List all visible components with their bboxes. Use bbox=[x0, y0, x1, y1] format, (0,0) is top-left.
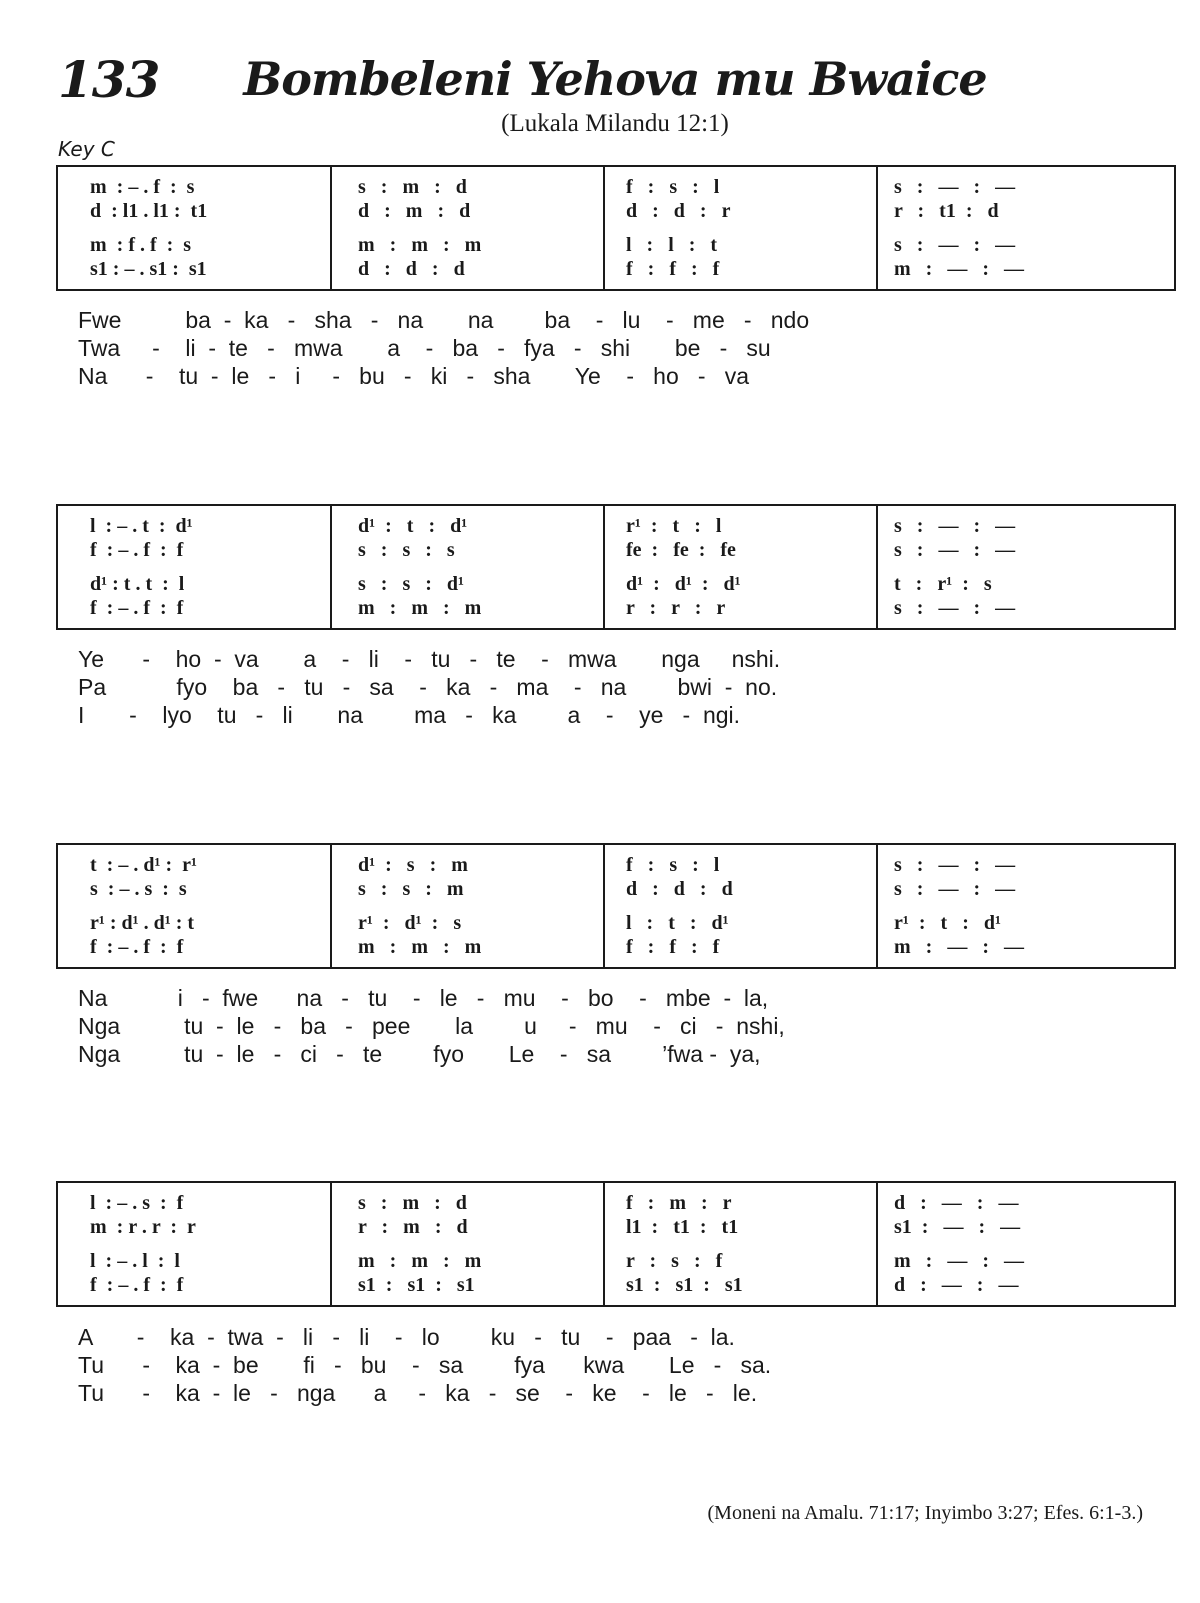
solfa-line: d : m : d bbox=[358, 200, 471, 222]
solfa-line: l : – . t : d¹ bbox=[90, 515, 193, 537]
solfa-line: m : — : — bbox=[894, 936, 1024, 958]
barline bbox=[876, 167, 878, 289]
barline bbox=[876, 506, 878, 628]
solfa-line: d : — : — bbox=[894, 1274, 1019, 1296]
lyric-line: A - ka - twa - li - li - lo ku - tu - paa - la. bbox=[78, 1324, 735, 1350]
lyric-line: I - lyo tu - li na ma - ka a - ye - ngi. bbox=[78, 702, 741, 728]
solfa-line: r¹ : t : l bbox=[626, 515, 722, 537]
barline bbox=[330, 167, 332, 289]
lyric-line: Nga tu - le - ba - pee la u - mu - ci - nshi, bbox=[78, 1013, 785, 1039]
solfa-line: l : t : d¹ bbox=[626, 912, 729, 934]
solfa-line: m : m : m bbox=[358, 597, 482, 619]
footer-references: (Moneni na Amalu. 71:17; Inyimbo 3:27; Efes. 6:1-3.) bbox=[707, 1502, 1143, 1524]
lyric-line: Nga tu - le - ci - te fyo Le - sa ’fwa - ya, bbox=[78, 1041, 761, 1067]
solfa-line: s : — : — bbox=[894, 539, 1016, 561]
solfa-line: f : m : r bbox=[626, 1192, 732, 1214]
solfa-line: s : — : — bbox=[894, 854, 1016, 876]
solfa-line: s : — : — bbox=[894, 515, 1016, 537]
solfa-line: s1 : s1 : s1 bbox=[626, 1274, 743, 1296]
music-system bbox=[56, 504, 1176, 630]
lyric-line: Twa - li - te - mwa a - ba - fya - shi be - su bbox=[78, 335, 771, 361]
barline bbox=[603, 845, 605, 967]
solfa-line: m : — : — bbox=[894, 1250, 1024, 1272]
lyric-line: Tu - ka - le - nga a - ka - se - ke - le - le. bbox=[78, 1380, 758, 1406]
lyric-line: Tu - ka - be fi - bu - sa fya kwa Le - sa. bbox=[78, 1352, 772, 1378]
solfa-line: s : — : — bbox=[894, 597, 1016, 619]
solfa-line: l : – . l : l bbox=[90, 1250, 180, 1272]
solfa-line: f : s : l bbox=[626, 176, 720, 198]
solfa-line: s : s : m bbox=[358, 878, 464, 900]
solfa-line: l : – . s : f bbox=[90, 1192, 184, 1214]
solfa-line: s : s : d¹ bbox=[358, 573, 465, 595]
barline bbox=[603, 506, 605, 628]
lyric-line: Na i - fwe na - tu - le - mu - bo - mbe - la, bbox=[78, 985, 769, 1011]
barline bbox=[330, 845, 332, 967]
solfa-line: s : — : — bbox=[894, 176, 1016, 198]
solfa-line: s : — : — bbox=[894, 878, 1016, 900]
solfa-line: r : s : f bbox=[626, 1250, 723, 1272]
solfa-line: s : m : d bbox=[358, 1192, 467, 1214]
solfa-line: s1 : – . s1 : s1 bbox=[90, 258, 207, 280]
solfa-line: r : r : r bbox=[626, 597, 726, 619]
barline bbox=[603, 1183, 605, 1305]
solfa-line: t : – . d¹ : r¹ bbox=[90, 854, 197, 876]
solfa-line: r¹ : t : d¹ bbox=[894, 912, 1001, 934]
solfa-line: m : m : m bbox=[358, 1250, 482, 1272]
solfa-line: m : m : m bbox=[358, 936, 482, 958]
solfa-line: f : s : l bbox=[626, 854, 720, 876]
solfa-line: d¹ : t : d¹ bbox=[358, 515, 468, 537]
lyric-line: Ye - ho - va a - li - tu - te - mwa nga nshi. bbox=[78, 646, 781, 672]
music-system bbox=[56, 1181, 1176, 1307]
solfa-line: r¹ : d¹ : s bbox=[358, 912, 462, 934]
solfa-line: m : – . f : s bbox=[90, 176, 195, 198]
solfa-line: d¹ : t . t : l bbox=[90, 573, 185, 595]
solfa-line: m : — : — bbox=[894, 258, 1024, 280]
barline bbox=[603, 167, 605, 289]
lyric-line: Fwe ba - ka - sha - na na ba - lu - me - ndo bbox=[78, 307, 810, 333]
solfa-line: f : – . f : f bbox=[90, 1274, 184, 1296]
solfa-line: d¹ : d¹ : d¹ bbox=[626, 573, 741, 595]
solfa-line: d : d : r bbox=[626, 200, 731, 222]
solfa-line: f : f : f bbox=[626, 936, 720, 958]
scripture-reference: (Lukala Milandu 12:1) bbox=[501, 110, 729, 137]
barline bbox=[330, 1183, 332, 1305]
solfa-line: f : – . f : f bbox=[90, 597, 184, 619]
solfa-line: m : r . r : r bbox=[90, 1216, 196, 1238]
solfa-line: r : t1 : d bbox=[894, 200, 999, 222]
solfa-line: m : f . f : s bbox=[90, 234, 192, 256]
music-system bbox=[56, 165, 1176, 291]
hymn-number: 133 bbox=[58, 50, 160, 109]
solfa-line: s : m : d bbox=[358, 176, 467, 198]
solfa-line: m : m : m bbox=[358, 234, 482, 256]
solfa-line: d : l1 . l1 : t1 bbox=[90, 200, 208, 222]
lyric-line: Na - tu - le - i - bu - ki - sha Ye - ho - va bbox=[78, 363, 750, 389]
barline bbox=[876, 1183, 878, 1305]
solfa-line: r : m : d bbox=[358, 1216, 468, 1238]
solfa-line: s : — : — bbox=[894, 234, 1016, 256]
solfa-line: s : – . s : s bbox=[90, 878, 187, 900]
solfa-line: d¹ : s : m bbox=[358, 854, 468, 876]
solfa-line: f : – . f : f bbox=[90, 539, 184, 561]
solfa-line: d : d : d bbox=[626, 878, 733, 900]
music-system bbox=[56, 843, 1176, 969]
solfa-line: s : s : s bbox=[358, 539, 455, 561]
solfa-line: f : f : f bbox=[626, 258, 720, 280]
solfa-line: r¹ : d¹ . d¹ : t bbox=[90, 912, 195, 934]
solfa-line: fe : fe : fe bbox=[626, 539, 736, 561]
lyric-line: Pa fyo ba - tu - sa - ka - ma - na bwi - no. bbox=[78, 674, 778, 700]
solfa-line: f : – . f : f bbox=[90, 936, 184, 958]
solfa-line: l : l : t bbox=[626, 234, 718, 256]
solfa-line: s1 : s1 : s1 bbox=[358, 1274, 475, 1296]
solfa-line: t : r¹ : s bbox=[894, 573, 992, 595]
solfa-line: d : — : — bbox=[894, 1192, 1019, 1214]
barline bbox=[330, 506, 332, 628]
solfa-line: d : d : d bbox=[358, 258, 465, 280]
page-title: Bombeleni Yehova mu Bwaice bbox=[243, 52, 987, 106]
key-signature: Key C bbox=[58, 137, 115, 161]
solfa-line: l1 : t1 : t1 bbox=[626, 1216, 739, 1238]
solfa-line: s1 : — : — bbox=[894, 1216, 1021, 1238]
barline bbox=[876, 845, 878, 967]
